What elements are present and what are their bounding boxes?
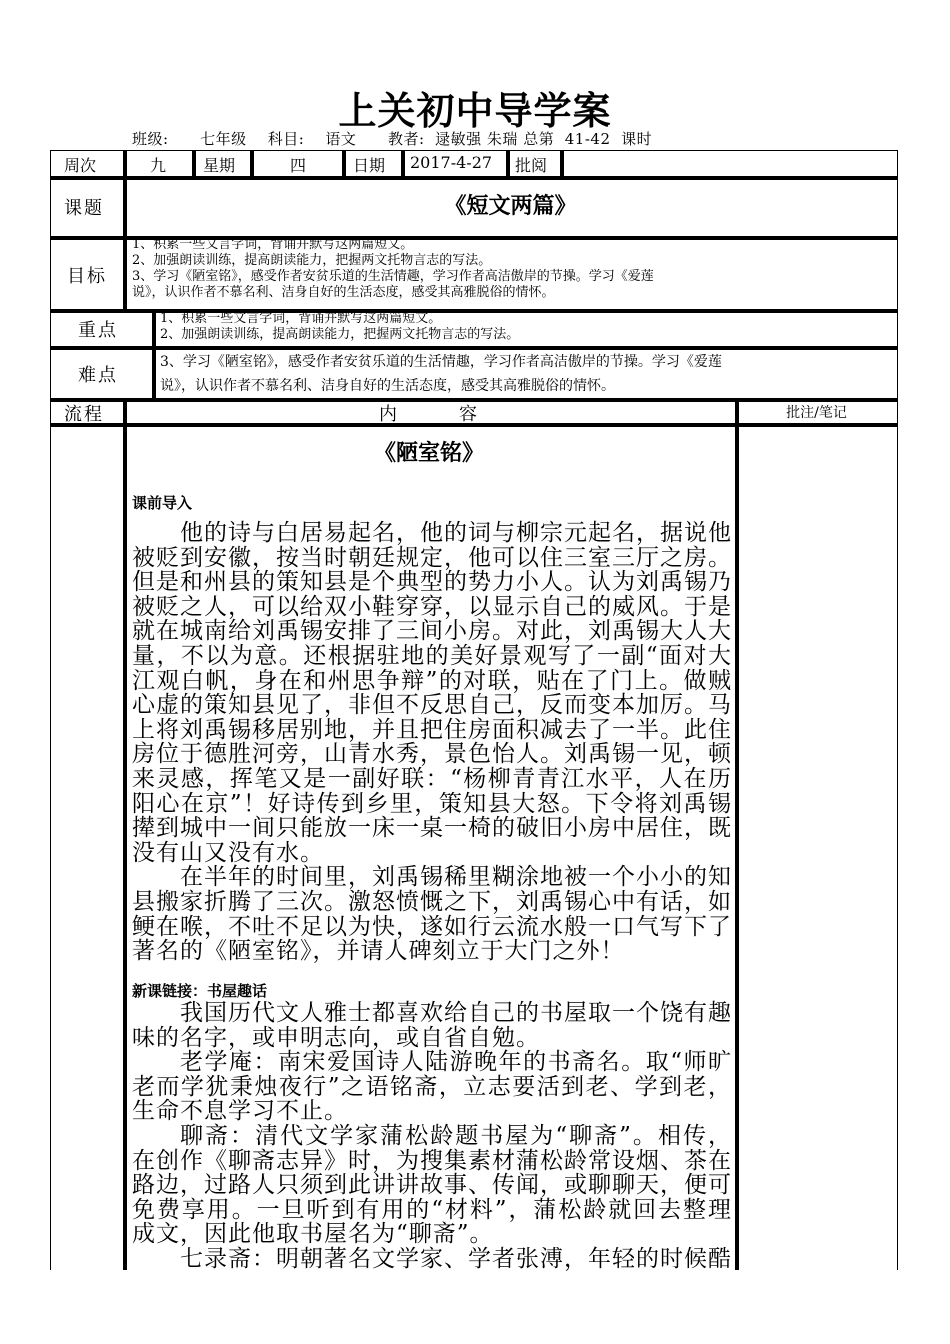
class-value: 七年级 bbox=[200, 130, 247, 148]
goal-line: 3、学习《陋室铭》，感受作者安贫乐道的生活情趣，学习作者高洁傲岸的节操。学习《爱莲 bbox=[132, 269, 654, 284]
intro-text bbox=[132, 521, 732, 964]
weekday-value: 四 bbox=[290, 156, 307, 175]
link-paragraph: 老学庵：南宋爱国诗人陆游晚年的书斋名。取“师旷老而学犹秉烛夜行”之语铭斋，立志要活到老、学到老，生命不息学习不止。 bbox=[132, 1049, 732, 1125]
col-divider bbox=[123, 398, 127, 1270]
info-line bbox=[132, 128, 652, 149]
link-paragraph: 我国历代文人雅士都喜欢给自己的书屋取一个饶有趣味的名字，或申明志向，或自省自勉。 bbox=[132, 1000, 732, 1051]
week-label: 周次 bbox=[64, 156, 97, 175]
difficulty-line: 说》，认识作者不慕名利、洁身自好的生活态度，感受其高雅脱俗的情怀。 bbox=[160, 378, 615, 394]
difficulties-text bbox=[160, 350, 890, 398]
period-label: 课时 bbox=[621, 130, 653, 148]
topic-value: 《短文两篇》 bbox=[444, 194, 577, 219]
goal-line: 1、积累一些文言字词，背诵并默写这两篇短文。 bbox=[132, 237, 414, 252]
col-divider bbox=[401, 150, 405, 176]
teacher-value: 逯敏强 朱瑞 bbox=[435, 130, 518, 148]
col-divider bbox=[123, 150, 127, 176]
intro-heading: 课前导入 bbox=[132, 494, 193, 512]
lesson-title: 《陋室铭》 bbox=[373, 441, 484, 466]
date-value: 2017-4-27 bbox=[410, 153, 493, 172]
goals-label: 目标 bbox=[67, 266, 107, 287]
subject-value: 语文 bbox=[325, 130, 357, 148]
intro-paragraph: 他的诗与白居易起名，他的词与柳宗元起名，据说他被贬到安徽，按当时朝廷规定，他可以住三室三厅之房。但是和州县的策知县是个典型的势力小人。认为刘禹锡乃被贬之人，可以给双小鞋穿穿，以显示自己的威风。于是就在城南给刘禹锡安排了三间小房。对此，刘禹锡大人大量，不以为意。还根据驻地的美好景观写了一副“面对大江观白帆，身在和州思争辩”的对联，贴在了门上。做贼心虚的策知县见了，非但不反思自己，反而变本加厉。马上将刘禹锡移居别地，并且把住房面积减去了一半。此住房位于德胜河旁，山青水秀，景色怡人。刘禹锡一见，顿来灵感，挥笔又是一副好联：“杨柳青青江水平，人在历阳心在京”！好诗传到乡里，策知县大怒。下令将刘禹锡撵到城中一间只能放一床一桌一椅的破旧小房中居住，既没有山又没有水。 bbox=[132, 520, 732, 866]
goals-text bbox=[132, 237, 892, 301]
link-paragraph: 聊斋：清代文学家蒲松龄题书屋为“聊斋”。相传，在创作《聊斋志异》时，为搜集素材蒲松龄常设烟、茶在路边，过路人只须到此讲讲故事、传闻，或聊聊天，便可免费享用。一旦听到有用的“材料”，蒲松龄就回去整理成文，因此他取书屋名为“聊斋”。 bbox=[132, 1122, 732, 1248]
content-label: 内 容 bbox=[379, 404, 479, 425]
goal-line: 2、加强朗读训练，提高朗读能力，把握两文托物言志的写法。 bbox=[132, 253, 492, 268]
class-label: 班级: bbox=[132, 130, 169, 148]
flow-label: 流程 bbox=[64, 404, 104, 425]
goal-line: 说》，认识作者不慕名利、洁身自好的生活态度，感受其高雅脱俗的情怀。 bbox=[132, 285, 555, 300]
col-divider bbox=[250, 150, 254, 176]
notes-label: 批注/笔记 bbox=[786, 405, 847, 421]
link-paragraph: 七录斋：明朝著名文学家、学者张溥，年轻的时候酷 bbox=[180, 1245, 732, 1272]
total-value: 41-42 bbox=[564, 130, 611, 148]
col-divider bbox=[192, 150, 196, 176]
intro-paragraph: 在半年的时间里，刘禹锡稀里糊涂地被一个小小的知县搬家折腾了三次。激怒愤慨之下，刘禹锡心中有话，如鲠在喉，不吐不足以为快，遂如行云流水般一口气写下了著名的《陋室铭》，并请人碑刻立于大门之外！ bbox=[132, 864, 732, 965]
link-heading: 新课链接：书屋趣话 bbox=[132, 982, 268, 1000]
key-point-line: 2、加强朗读训练，提高朗读能力，把握两文托物言志的写法。 bbox=[160, 327, 520, 342]
total-label: 总第 bbox=[523, 130, 555, 148]
col-divider bbox=[342, 150, 346, 176]
col-divider bbox=[735, 398, 739, 1270]
teacher-label: 教者: bbox=[388, 130, 425, 148]
key-point-line: 1、积累一些文言字词，背诵并默写这两篇短文。 bbox=[160, 311, 442, 326]
subject-label: 科目: bbox=[267, 130, 305, 148]
week-value: 九 bbox=[150, 156, 167, 175]
weekday-label: 星期 bbox=[203, 156, 236, 175]
col-divider bbox=[152, 309, 156, 398]
key-points-text bbox=[160, 311, 890, 343]
col-divider bbox=[560, 150, 564, 176]
review-label: 批阅 bbox=[515, 156, 548, 175]
col-divider bbox=[506, 150, 510, 176]
document-title: 上关初中导学案 bbox=[338, 89, 612, 133]
link-text bbox=[132, 1001, 732, 1272]
difficulties-label: 难点 bbox=[78, 365, 118, 386]
date-label: 日期 bbox=[353, 156, 386, 175]
key-points-label: 重点 bbox=[78, 320, 118, 341]
row-divider bbox=[50, 176, 898, 180]
difficulty-line: 3、学习《陋室铭》，感受作者安贫乐道的生活情趣，学习作者高洁傲岸的节操。学习《爱莲 bbox=[160, 354, 722, 370]
topic-label: 课题 bbox=[64, 198, 104, 219]
